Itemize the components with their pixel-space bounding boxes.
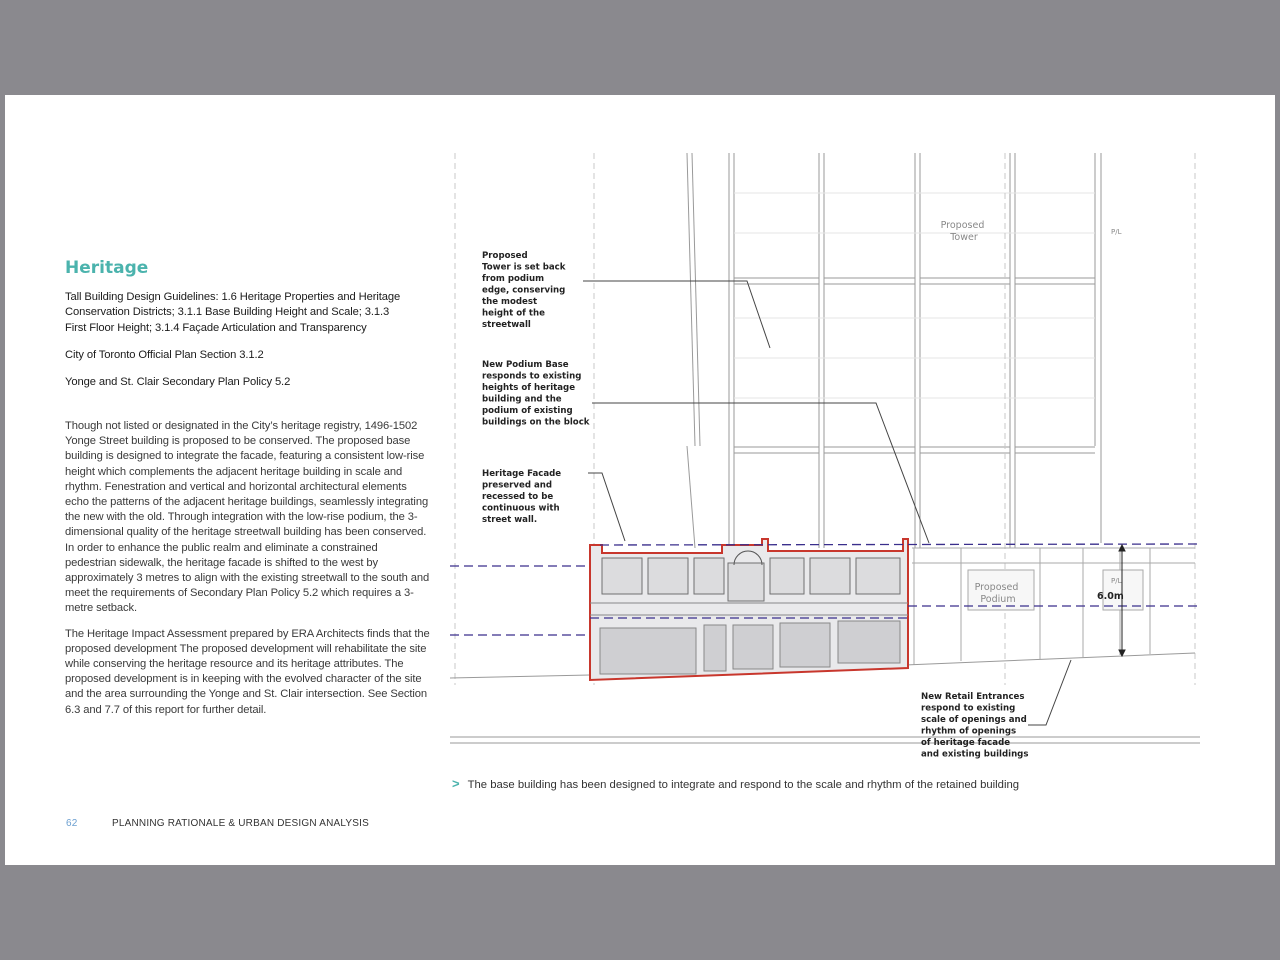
page-number: 62 — [66, 818, 78, 829]
callout-podium-base: New Podium Base responds to existing heights of heritage building and the podium of existing buildings on the block — [482, 360, 590, 428]
property-line-label: P/L — [1111, 577, 1122, 585]
footer-title: PLANNING RATIONALE & URBAN DESIGN ANALYSIS — [112, 818, 369, 829]
callout-retail-entrances: New Retail Entrances respond to existing scale of openings and rhythm of openings of heritage facade and existing buildings — [921, 692, 1029, 760]
callout-tower-setback: Proposed Tower is set back from podium edge, conserving the modest height of the streetwall — [482, 251, 566, 330]
body-paragraph: The Heritage Impact Assessment prepared by ERA Architects finds that the proposed development The proposed development will rehabilitate the site while conserving the heritage resource and its heritage attributes. The proposed development is in keeping with the evolved character of the site and the area surrounding the Yonge and St. Clair intersection. See Section 6.3 and 7.7 of this report for further detail. — [65, 627, 430, 716]
elevation-drawing — [450, 153, 1201, 765]
body-paragraph: Though not listed or designated in the City’s heritage registry, 1496-1502 Yonge Street building is proposed to be conserved. The proposed base building is designed to integrate the facade, featuring a consistent low-rise height which complements the adjacent heritage building in scale and rhythm. Fenestration and vertical and horizontal architectural elements echo the patterns of the adjacent heritage buildings, seamlessly integrating the new with the old. Through integration with the low-rise podium, the 3-dimensional quality of the heritage streetwall building has been conserved. In order to enhance the public realm and eliminate a constrained pedestrian sidewalk, the heritage facade is shifted to the west by approximately 3 metres to align with the existing streetwall to the south and meet the requirements of Secondary Plan Policy 5.2 which requires a 3-metre setback. — [65, 420, 430, 615]
tower-label: Proposed Tower — [940, 220, 985, 243]
body-text — [65, 419, 431, 728]
chevron-right-icon: > — [452, 776, 460, 791]
caption-text: The base building has been designed to integrate and respond to the scale and rhythm of the retained building — [467, 779, 1020, 791]
heritage-facade — [590, 539, 908, 680]
figure-caption — [452, 776, 1019, 791]
policy-reference: Yonge and St. Clair Secondary Plan Policy 5.2 — [65, 376, 291, 389]
podium-label: Proposed Podium — [974, 582, 1019, 605]
document-page — [5, 95, 1275, 865]
section-heading: Heritage — [65, 258, 149, 278]
callout-heritage-facade: Heritage Facade preserved and recessed to be continuous with street wall. — [482, 469, 562, 525]
policy-references — [65, 290, 410, 402]
dimension-label: 6.0m — [1097, 591, 1124, 602]
policy-reference: Tall Building Design Guidelines: 1.6 Heritage Properties and Heritage Conservation Districts; 3.1.1 Base Building Height and Scale; 3.1.3 First Floor Height; 3.1.4 Façade Articulation and Transparency — [65, 291, 401, 334]
tower-outline — [687, 153, 1101, 548]
property-line-label: P/L — [1111, 228, 1122, 236]
policy-reference: City of Toronto Official Plan Section 3.1.2 — [65, 348, 264, 361]
